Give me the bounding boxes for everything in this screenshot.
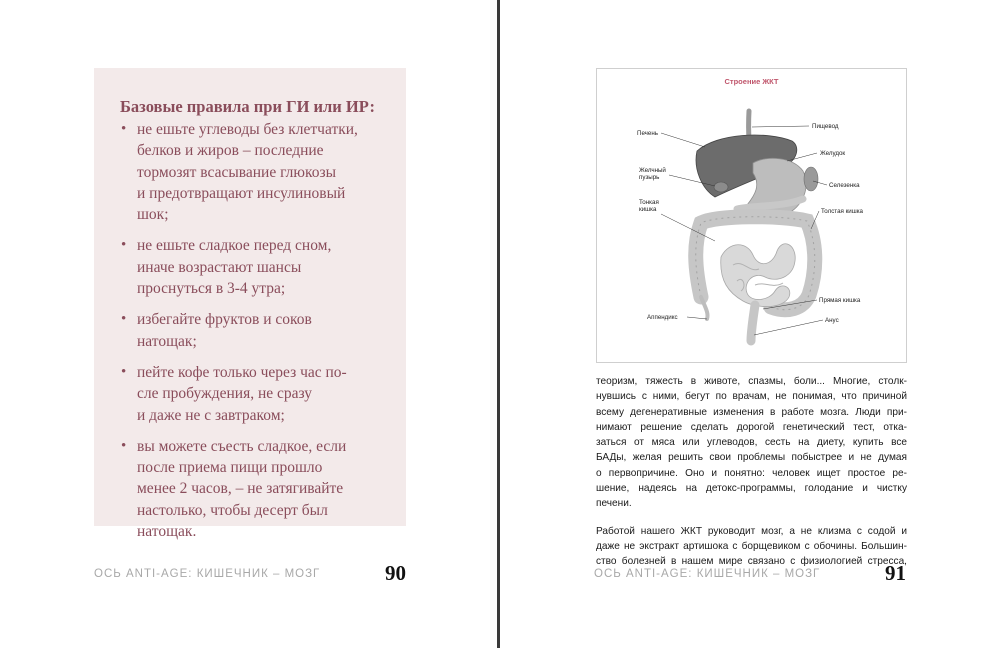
rule-line: проснуться в 3-4 утра; <box>137 280 286 298</box>
callout-title: Базовые правила при ГИ или ИР: <box>120 97 375 116</box>
label-gallbladder-1: Желчный <box>639 167 666 174</box>
label-rectum: Прямая кишка <box>819 297 861 304</box>
text-line: БАДы, желая решить свои проблемы побыстрее и не думая <box>596 452 907 464</box>
label-small-intestine-1: Тонкая <box>639 199 659 206</box>
text-line: заться от мяса или углеводов, сесть на диету, купить все <box>596 437 907 449</box>
right-page <box>500 0 1000 648</box>
rule-line: менее 2 часов, – не затягивайте <box>137 480 344 498</box>
running-head: ОСЬ ANTI-AGE: КИШЕЧНИК – МОЗГ <box>594 568 821 580</box>
page-number: 90 <box>385 561 406 585</box>
bullet-icon: • <box>121 121 127 137</box>
rule-line: избегайте фруктов и соков <box>137 311 312 329</box>
rule-line: натощак. <box>137 523 197 541</box>
text-line: теоризм, тяжесть в животе, спазмы, боли... Многие, столк- <box>596 376 907 387</box>
rules-callout-box <box>94 68 406 541</box>
bullet-icon: • <box>121 437 127 454</box>
rule-line: не ешьте углеводы без клетчатки, <box>137 121 358 138</box>
label-small-intestine-2: кишка <box>639 206 657 213</box>
bullet-icon: • <box>121 311 127 328</box>
rule-line: и предотвращают инсулиновый <box>137 184 346 202</box>
figure-title: Строение ЖКТ <box>724 77 779 86</box>
label-gallbladder-2: пузырь <box>639 174 660 181</box>
rule-line: тормозят всасывание глюкозы <box>137 163 337 181</box>
text-line: Работой нашего ЖКТ руководит мозг, а не клизма с содой и <box>596 525 907 537</box>
rule-item <box>120 436 386 542</box>
rule-line: вы можете съесть сладкое, если <box>137 437 347 455</box>
page-number: 91 <box>885 561 906 585</box>
digestive-system-illustration <box>597 69 908 364</box>
label-stomach: Желудок <box>820 150 846 157</box>
label-spleen: Селезенка <box>829 182 860 189</box>
rule-line: сле пробуждения, не сразу <box>137 385 313 403</box>
rule-item <box>120 362 386 426</box>
text-line: шение, надеясь на детокс-программы, голодание и чистку <box>596 483 907 495</box>
gi-tract-figure <box>596 68 907 363</box>
body-text <box>596 374 907 582</box>
paragraph <box>596 374 907 512</box>
rule-line: натощак; <box>137 332 197 350</box>
rule-line: после приема пищи прошло <box>137 459 323 477</box>
text-line: всему дегенеративные изменения в работе мозга. Люди при- <box>596 406 907 418</box>
paragraph <box>596 524 907 570</box>
running-head: ОСЬ ANTI-AGE: КИШЕЧНИК – МОЗГ <box>94 568 321 580</box>
bullet-icon: • <box>121 363 127 380</box>
left-page <box>0 0 498 648</box>
text-line: о первопричине. Оно и понятно: человек ищет простое ре- <box>596 467 907 479</box>
bullet-icon: • <box>121 237 127 254</box>
label-anus: Анус <box>825 317 839 324</box>
label-esophagus: Пищевод <box>812 123 839 130</box>
rule-item <box>120 119 386 225</box>
rule-line: иначе возрастают шансы <box>137 258 302 276</box>
rule-line: белков и жиров – последние <box>137 142 324 160</box>
rule-line: настолько, чтобы десерт был <box>137 501 328 519</box>
rule-line: шок; <box>137 206 169 224</box>
text-line: нимают решение сделать дорогой генетический тест, отка- <box>596 421 907 433</box>
rule-line: и даже не с завтраком; <box>137 406 285 424</box>
label-liver: Печень <box>637 130 658 137</box>
text-line: даже не экстракт артишока с борщевиком с обочины. Большин- <box>596 540 907 552</box>
label-appendix: Аппендикс <box>647 314 678 321</box>
rule-line: пейте кофе только через час по- <box>137 363 347 381</box>
rule-item <box>120 235 386 299</box>
rules-list <box>120 119 386 542</box>
rule-line: не ешьте сладкое перед сном, <box>137 237 332 255</box>
text-line: нувшись с ними, бегут по врачам, не понимая, что причиной <box>596 391 907 403</box>
rule-item <box>120 309 386 352</box>
label-large-intestine: Толстая кишка <box>821 208 863 215</box>
text-line: ство болезней в нашем мире связано с физиологией стресса, <box>596 556 907 568</box>
text-line: печени. <box>596 498 632 510</box>
